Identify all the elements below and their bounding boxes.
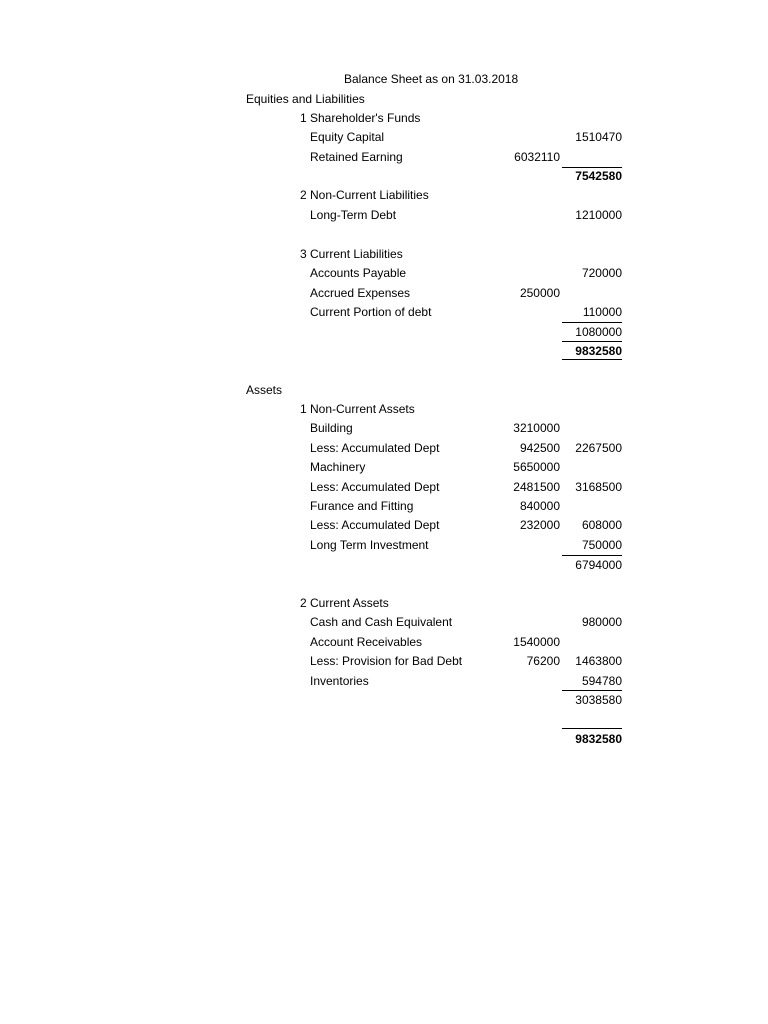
current-portion-debt-label: Current Portion of debt — [310, 305, 432, 319]
accounts-payable-total: 720000 — [581, 266, 622, 280]
building-label: Building — [310, 421, 353, 435]
accounts-payable-label: Accounts Payable — [310, 266, 407, 280]
cash-label: Cash and Cash Equivalent — [310, 615, 453, 629]
current-assets-subtotal: 3038580 — [575, 693, 622, 707]
long-term-investment-total: 750000 — [581, 538, 622, 552]
cash-total: 980000 — [581, 615, 622, 629]
divider-line — [562, 728, 622, 729]
shareholders-funds-label: 1 Shareholder's Funds — [300, 111, 421, 125]
machinery-label: Machinery — [310, 460, 366, 474]
furnace-amount: 840000 — [519, 499, 560, 513]
current-portion-debt-total: 110000 — [582, 305, 622, 319]
equities-grand-total: 9832580 — [575, 344, 622, 358]
retained-earning-label: Retained Earning — [310, 150, 403, 164]
equity-capital-total: 1510470 — [575, 130, 622, 144]
building-depreciation-label: Less: Accumulated Dept — [310, 441, 440, 455]
current-liabilities-label: 3 Current Liabilities — [300, 247, 403, 261]
noncurrent-liabilities-label: 2 Non-Current Liabilities — [300, 188, 429, 202]
inventories-label: Inventories — [310, 674, 369, 688]
building-amount: 3210000 — [513, 421, 560, 435]
building-depreciation-amount: 942500 — [519, 441, 560, 455]
current-liabilities-subtotal: 1080000 — [575, 325, 622, 339]
noncurrent-assets-label: 1 Non-Current Assets — [300, 402, 415, 416]
furnace-label: Furance and Fitting — [310, 499, 414, 513]
retained-earning-amount: 6032110 — [514, 150, 560, 164]
accrued-expenses-label: Accrued Expenses — [310, 286, 411, 300]
receivables-net-total: 1463800 — [575, 654, 622, 668]
assets-grand-total: 9832580 — [575, 732, 622, 746]
inventories-total: 594780 — [581, 674, 622, 688]
equities-heading: Equities and Liabilities — [246, 92, 365, 106]
assets-heading: Assets — [246, 383, 283, 397]
current-assets-label: 2 Current Assets — [300, 596, 389, 610]
divider-line — [562, 167, 622, 168]
equity-capital-label: Equity Capital — [310, 130, 385, 144]
long-term-debt-total: 1210000 — [575, 208, 622, 222]
machinery-depreciation-label: Less: Accumulated Dept — [310, 480, 440, 494]
receivables-label: Account Receivables — [310, 635, 423, 649]
page-title: Balance Sheet as on 31.03.2018 — [344, 72, 519, 86]
divider-line — [562, 690, 622, 691]
machinery-net-total: 3168500 — [575, 480, 622, 494]
provision-label: Less: Provision for Bad Debt — [310, 654, 463, 668]
furnace-net-total: 608000 — [581, 518, 622, 532]
shareholders-funds-subtotal: 7542580 — [575, 169, 622, 183]
divider-line — [562, 341, 622, 342]
building-net-total: 2267500 — [575, 441, 622, 455]
accrued-expenses-amount: 250000 — [519, 286, 560, 300]
furnace-depreciation-amount: 232000 — [519, 518, 560, 532]
long-term-debt-label: Long-Term Debt — [310, 208, 397, 222]
furnace-depreciation-label: Less: Accumulated Dept — [310, 518, 440, 532]
provision-amount: 76200 — [526, 654, 560, 668]
noncurrent-assets-subtotal: 6794000 — [575, 558, 622, 572]
divider-line — [562, 359, 622, 360]
divider-line — [562, 555, 622, 556]
divider-line — [562, 322, 622, 323]
machinery-depreciation-amount: 2481500 — [513, 480, 560, 494]
receivables-amount: 1540000 — [513, 635, 560, 649]
machinery-amount: 5650000 — [513, 460, 560, 474]
long-term-investment-label: Long Term Investment — [310, 538, 429, 552]
